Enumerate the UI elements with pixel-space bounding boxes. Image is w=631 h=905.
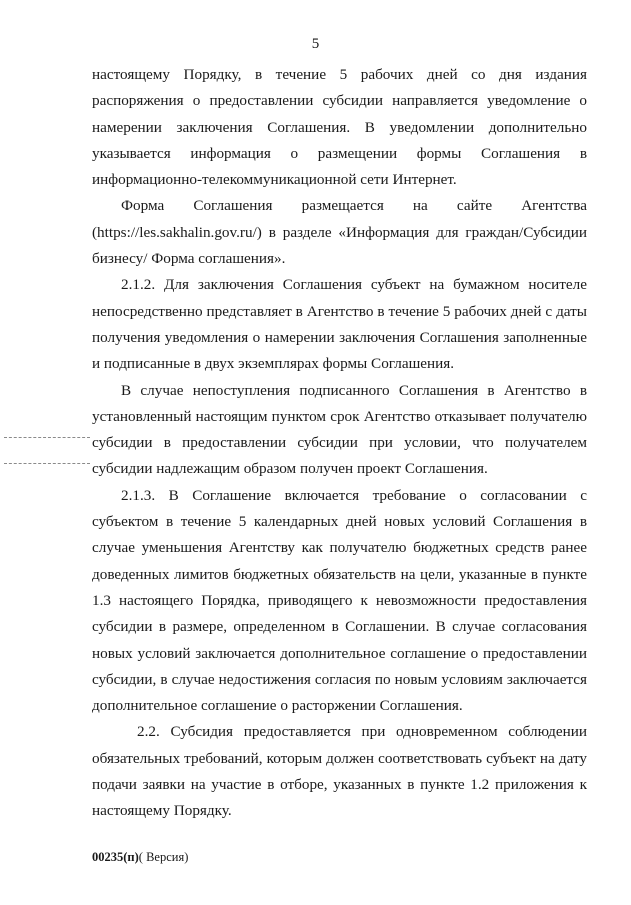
paragraph-form-location: Форма Соглашения размещается на сайте Агентства (https://les.sakhalin.gov.ru/) в разделе «Информация для граждан/Субсидии бизнесу/ Форма соглашения».: [92, 197, 587, 268]
paragraph-2-2: 2.2. Субсидия предоставляется при одновременном соблюдении обязательных требований, которым должен соответствовать субъект на дату подачи заявки на участие в отборе, указанных в пункте 1.2 приложения к настоящему Порядку.: [92, 723, 587, 820]
paragraph-non-receipt: В случае непоступления подписанного Соглашения в Агентство в установленный настоящим пунктом срок Агентство отказывает получателю субсидии в предоставлении субсидии при условии, что получателем субсидии надлежащим образом получен проект Соглашения.: [92, 381, 587, 478]
margin-scan-mark: [4, 463, 90, 464]
paragraph-continuation: настоящему Порядку, в течение 5 рабочих дней со дня издания распоряжения о предоставлении субсидии направляется уведомление о намерении заключения Соглашения. В уведомлении дополнительно указывается информация о размещении формы Соглашения в информационно-телекоммуникационной сети Интернет.: [92, 66, 587, 189]
document-footer: [92, 850, 188, 865]
page-number: 5: [311, 36, 320, 52]
margin-scan-mark: [4, 437, 90, 438]
document-body: [92, 62, 587, 825]
paragraph-2-1-2: 2.1.2. Для заключения Соглашения субъект на бумажном носителе непосредственно представляет в Агентство в течение 5 рабочих дней с даты получения уведомления о намерении заключения Соглашения заполненные и подписанные в двух экземплярах формы Соглашения.: [92, 276, 587, 373]
document-version: ( Версия): [138, 850, 189, 864]
document-code: 00235(п): [92, 850, 139, 864]
paragraph-2-1-3: 2.1.3. В Соглашение включается требование о согласовании с субъектом в течение 5 календарных дней новых условий Соглашения в случае уменьшения Агентству как получателю бюджетных средств ранее доведенных лимитов бюджетных обязательств на цели, указанные в пункте 1.3 настоящего Порядка, приводящего к невозможности предоставления субсидии в размере, определенном в Соглашении. В случае согласования новых условий заключается дополнительное соглашение о предоставлении субсидии, в случае недостижения согласия по новым условиям заключается дополнительное соглашение о расторжении Соглашения.: [92, 486, 587, 715]
